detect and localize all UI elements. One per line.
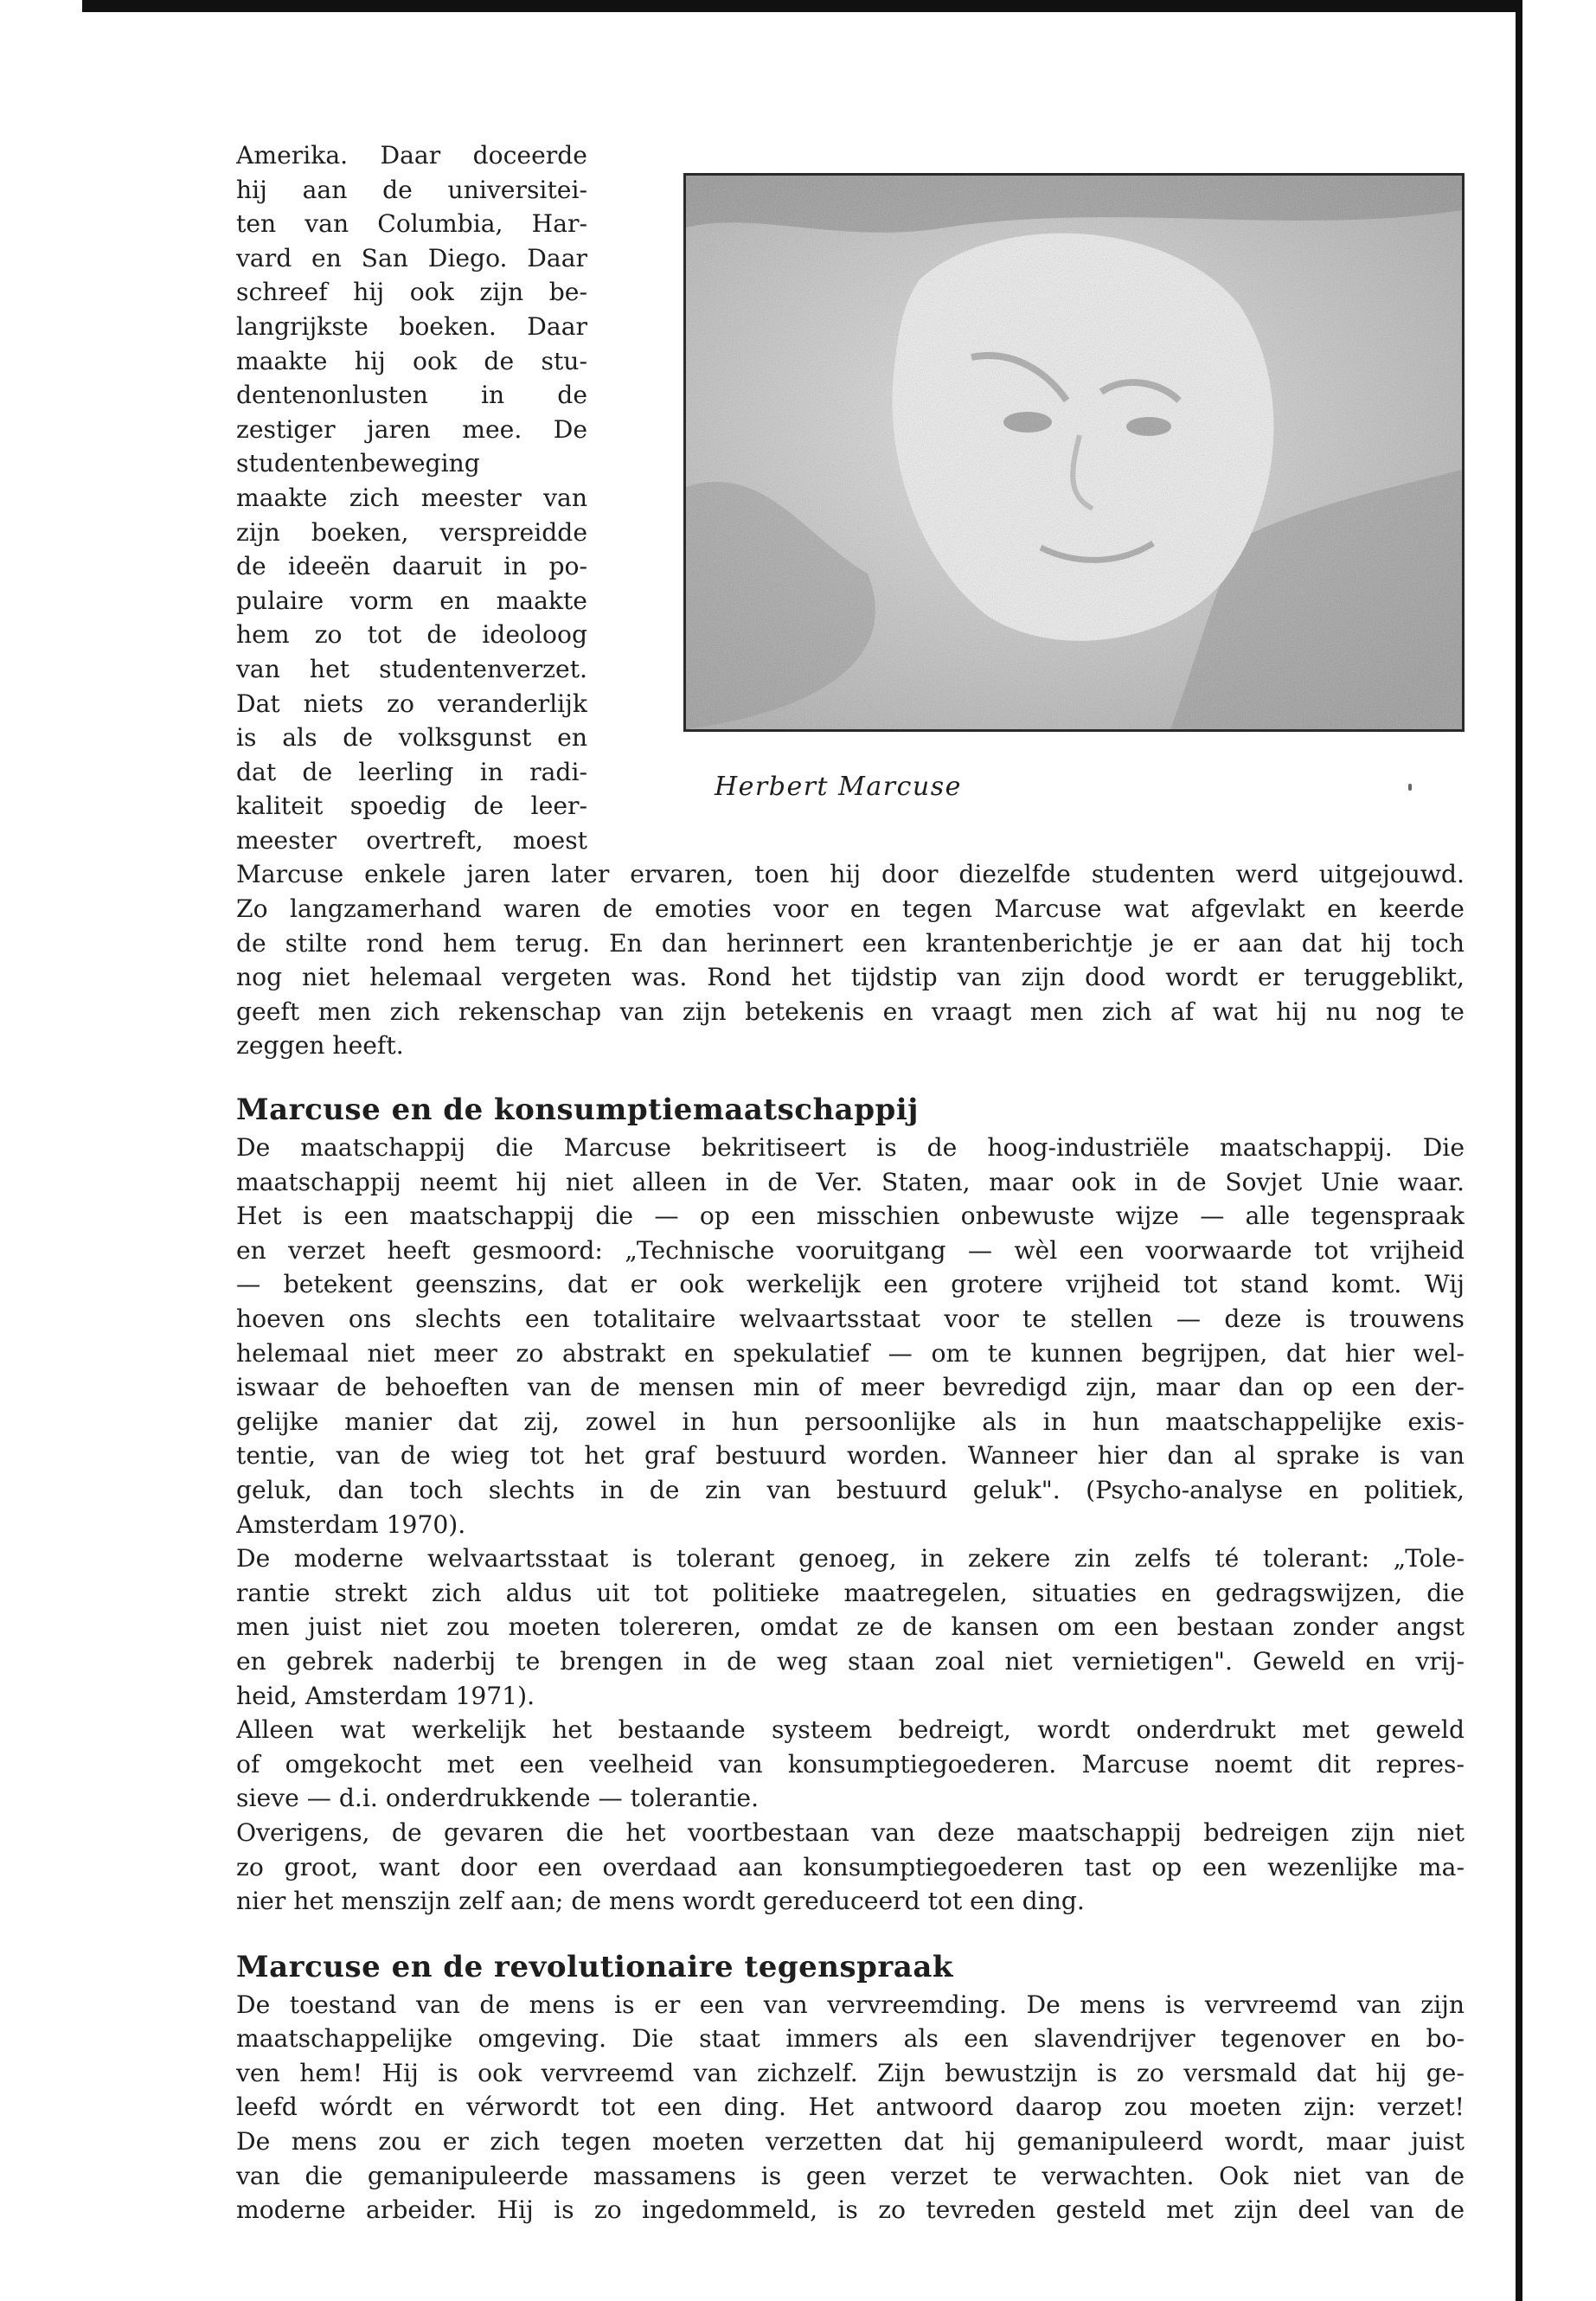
text-line: geeft men zich rekenschap van zijn betekenis en vraagt men zich af wat hij nu nog te [236, 997, 1465, 1026]
text-line: vard en San Diego. Daar [236, 243, 587, 272]
text-line: Zo langzamerhand waren de emoties voor en tegen Marcuse wat afgevlakt en keerde [236, 894, 1465, 924]
intro-full-width [236, 857, 1465, 1063]
text-line: pulaire vorm en maakte [236, 586, 587, 615]
text-line: De mens zou er zich tegen moeten verzetten dat hij gemanipuleerd wordt, maar juist [236, 2127, 1465, 2157]
text-line: geluk, dan toch slechts in de zin van bestuurd geluk". (Psycho-analyse en politiek, [236, 1475, 1465, 1504]
text-line: en verzet heeft gesmoord: „Technische vooruitgang — wèl een voorwaarde tot vrijheid [236, 1235, 1465, 1265]
text-line: Marcuse enkele jaren later ervaren, toen hij door diezelfde studenten werd uitgejouwd. [236, 860, 1465, 889]
text-line: ven hem! Hij is ook vervreemd van zichzelf. Zijn bewustzijn is zo versmald dat hij ge- [236, 2058, 1465, 2087]
text-line: Dat niets zo veranderlijk [236, 689, 587, 718]
text-line: Amerika. Daar doceerde [236, 141, 587, 170]
section-body [236, 1131, 1465, 1919]
text-line: is als de volksgunst en [236, 723, 587, 753]
text-line: hem zo tot de ideoloog [236, 620, 587, 650]
text-line: helemaal niet meer zo abstrakt en spekulatief — om te kunnen begrijpen, dat hier wel- [236, 1338, 1465, 1368]
text-line: De maatschappij die Marcuse bekritiseert is de hoog-industriële maatschappij. Die [236, 1133, 1465, 1163]
text-line: van die gemanipuleerde massamens is geen verzet te verwachten. Ook niet van de [236, 2161, 1465, 2190]
text-line: Het is een maatschappij die — op een misschien onbewuste wijze — alle tegenspraak [236, 1202, 1465, 1231]
portrait-photo [683, 173, 1465, 732]
text-line: gelijke manier dat zij, zowel in hun persoonlijke als in hun maatschappelijke exis- [236, 1407, 1465, 1436]
text-line: men juist niet zou moeten tolereren, omdat ze de kansen om een bestaan zonder angst [236, 1612, 1465, 1642]
text-line: maakte hij ook de stu- [236, 346, 587, 375]
text-line: nier het menszijn zelf aan; de mens wordt gereduceerd tot een ding. [236, 1887, 1085, 1916]
text-line: hij aan de universitei- [236, 175, 587, 204]
text-line: studentenbeweging [236, 449, 480, 478]
text-line: Amsterdam 1970). [236, 1509, 466, 1539]
section-heading: Marcuse en de konsumptiemaatschappij [236, 1093, 919, 1128]
text-line: Alleen wat werkelijk het bestaande systeem bedreigt, wordt onderdrukt met geweld [236, 1715, 1465, 1745]
page-content [236, 138, 1465, 2227]
section-heading: Marcuse en de revolutionaire tegenspraak [236, 1949, 953, 1984]
text-line: schreef hij ook zijn be- [236, 278, 587, 307]
scan-right-border [1516, 0, 1522, 2301]
text-line: maatschappelijke omgeving. Die staat immers als een slavendrijver tegenover en bo- [236, 2024, 1465, 2054]
text-line: en gebrek naderbij te brengen in de weg staan zoal niet vernietigen". Geweld en vrij- [236, 1646, 1465, 1676]
text-line: De toestand van de mens is er een van vervreemding. De mens is vervreemd van zijn [236, 1990, 1465, 2019]
text-line: hoeven ons slechts een totalitaire welvaartsstaat voor te stellen — deze is trouwens [236, 1304, 1465, 1333]
text-line: zijn boeken, verspreidde [236, 517, 587, 547]
text-line: dat de leerling in radi- [236, 757, 587, 786]
portrait-image [686, 176, 1462, 729]
text-line: kaliteit spoedig de leer- [236, 792, 587, 821]
text-line: dentenonlusten in de [236, 381, 587, 410]
text-line: leefd wórdt en vérwordt tot een ding. Het antwoord daarop zou moeten zijn: verzet! [236, 2093, 1465, 2122]
text-line: ten van Columbia, Har- [236, 209, 587, 239]
text-line: maakte zich meester van [236, 483, 587, 512]
photo-caption: Herbert Marcuse [715, 772, 962, 802]
scan-top-border [82, 0, 1522, 12]
text-line: zestiger jaren mee. De [236, 414, 587, 444]
text-line: De moderne welvaartsstaat is tolerant genoeg, in zekere zin zelfs té tolerant: „Tole- [236, 1544, 1465, 1574]
text-line: nog niet helemaal vergeten was. Rond het tijdstip van zijn dood wordt er teruggeblikt, [236, 963, 1465, 992]
text-line: maatschappij neemt hij niet alleen in de Ver. Staten, maar ook in de Sovjet Unie waar. [236, 1167, 1465, 1196]
text-line: zeggen heeft. [236, 1031, 404, 1061]
text-line: — betekent geenszins, dat er ook werkelijk een grotere vrijheid tot stand komt. Wij [236, 1270, 1465, 1299]
text-line: heid, Amsterdam 1971). [236, 1681, 535, 1710]
text-line: of omgekocht met een veelheid van konsumptiegoederen. Marcuse noemt dit repres- [236, 1749, 1465, 1779]
text-line: Overigens, de gevaren die het voortbestaan van deze maatschappij bedreigen zijn niet [236, 1817, 1465, 1847]
text-line: iswaar de behoeften van de mensen min of meer bevredigd zijn, maar dan op een der- [236, 1373, 1465, 1402]
text-line: van het studentenverzet. [236, 654, 587, 683]
section-body [236, 1988, 1465, 2227]
text-line: de ideeën daaruit in po- [236, 552, 587, 581]
text-line: zo groot, want door een overdaad aan konsumptiegoederen tast op een wezenlijke ma- [236, 1852, 1465, 1881]
text-line: meester overtreft, moest [236, 825, 587, 855]
text-line: langrijkste boeken. Daar [236, 311, 587, 341]
text-line: rantie strekt zich aldus uit tot politieke maatregelen, situaties en gedragswijzen, die [236, 1578, 1465, 1607]
text-line: sieve — d.i. onderdrukkende — tolerantie. [236, 1784, 760, 1813]
text-line: moderne arbeider. Hij is zo ingedommeld, is zo tevreden gesteld met zijn deel van de [236, 2195, 1465, 2225]
text-line: de stilte rond hem terug. En dan herinnert een krantenberichtje je er aan dat hij toch [236, 928, 1465, 958]
text-line: tentie, van de wieg tot het graf bestuurd worden. Wanneer hier dan al sprake is van [236, 1441, 1465, 1471]
